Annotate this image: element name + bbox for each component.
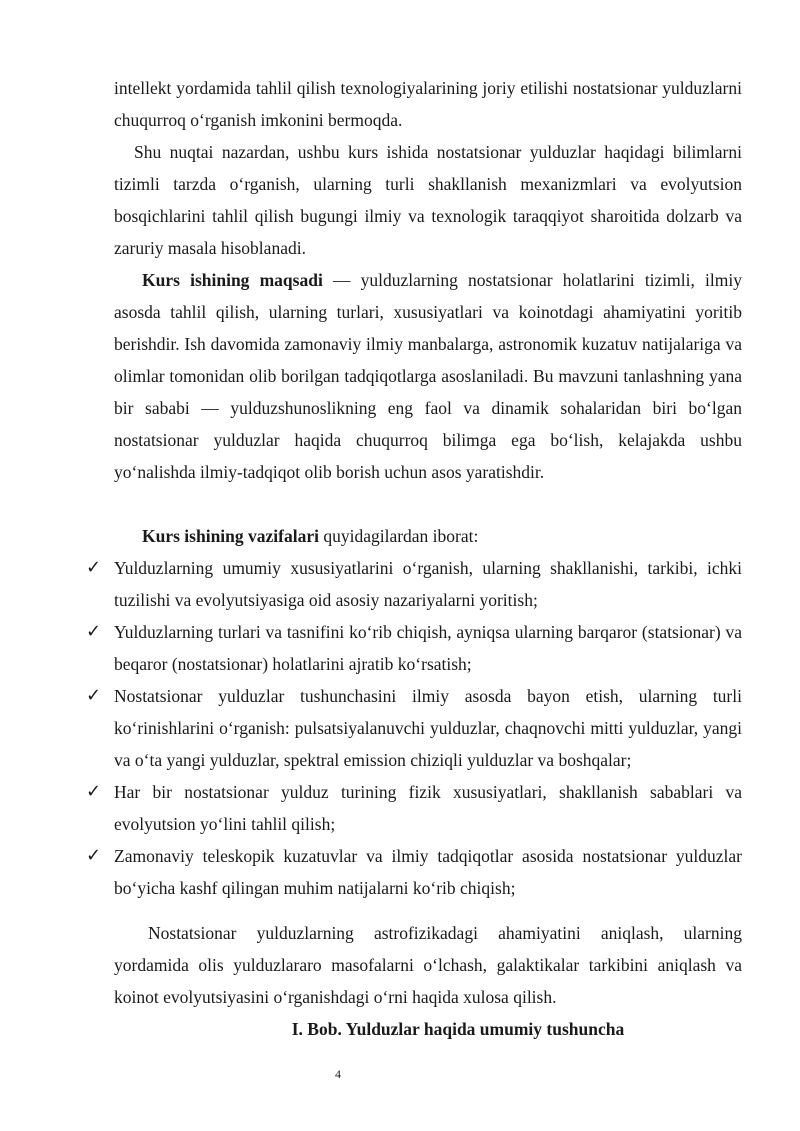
checkmark-icon: ✓ (86, 557, 102, 578)
paragraph-goal (114, 264, 742, 488)
checkmark-icon: ✓ (86, 621, 102, 642)
checkmark-icon: ✓ (86, 781, 102, 802)
paragraph-intro-continuation: intellekt yordamida tahlil qilish texnologiyalarining joriy etilishi nostatsionar yulduzlarni chuqurroq o‘rganish imkonini bermoqda. (114, 78, 742, 130)
paragraph-tasks-intro (114, 520, 742, 552)
chapter-heading: I. Bob. Yulduzlar haqida umumiy tushuncha (291, 1019, 625, 1039)
tasks-heading: Kurs ishining vazifalari (142, 526, 319, 546)
task-bullet-1: Yulduzlarning umumiy xususiyatlarini o‘rganish, ularning shakllanishi, tarkibi, ichki tuzilishi va evolyutsiyasiga oid asosiy nazariyalarni yoritish; (114, 558, 742, 610)
page-number: 4 (335, 1067, 341, 1081)
checkmark-icon: ✓ (86, 685, 102, 706)
goal-heading: Kurs ishining maqsadi (142, 270, 323, 290)
checkmark-icon: ✓ (86, 845, 102, 866)
tasks-intro-text: quyidagilardan iborat: (318, 526, 479, 546)
paragraph-relevance: Shu nuqtai nazardan, ushbu kurs ishida nostatsionar yulduzlar haqidagi bilimlarni tizimli tarzda o‘rganish, ularning turli shakllanish mexanizmlari va evolyutsion bosqichlarini tahlil qilish bugungi ilmiy va texnologik taraqqiyot sharoitida dolzarb va zaruriy masala hisoblanadi. (114, 142, 742, 258)
task-bullet-3: Nostatsionar yulduzlar tushunchasini ilmiy asosda bayon etish, ularning turli ko‘rinishlarini o‘rganish: pulsatsiyalanuvchi yulduzlar, chaqnovchi mitti yulduzlar, yangi va o‘ta yangi yulduzlar, spektral emission chiziqli yulduzlar va boshqalar; (114, 686, 742, 770)
task-bullet-4: Har bir nostatsionar yulduz turining fizik xususiyatlari, shakllanish sabablari va evolyutsion yo‘lini tahlil qilish; (114, 782, 742, 834)
paragraph-conclusion-task: Nostatsionar yulduzlarning astrofizikadagi ahamiyatini aniqlash, ularning yordamida olis yulduzlararo masofalarni o‘lchash, galaktikalar tarkibini aniqlash va koinot evolyutsiyasini o‘rganishdagi o‘rni haqida xulosa qilish. (114, 923, 742, 1007)
task-bullet-5: Zamonaviy teleskopik kuzatuvlar va ilmiy tadqiqotlar asosida nostatsionar yulduzlar bo‘yicha kashf qilingan muhim natijalarni ko‘rib chiqish; (114, 846, 742, 898)
task-bullet-2: Yulduzlarning turlari va tasnifini ko‘rib chiqish, ayniqsa ularning barqaror (statsionar) va beqaror (nostatsionar) holatlarini ajratib ko‘rsatish; (114, 622, 742, 674)
goal-text: — yulduzlarning nostatsionar holatlarini tizimli, ilmiy asosda tahlil qilish, ularning turlari, xususiyatlari va koinotdagi ahamiyatini yoritib berishdir. Ish davomida zamonaviy ilmiy manbalarga, astronomik kuzatuv natijalariga va olimlar tomonidan olib borilgan tadqiqotlarga asoslaniladi. Bu mavzuni tanlashning yana bir sababi — yulduzshunoslikning eng faol va dinamik sohalaridan biri bo‘lgan nostatsionar yulduzlar haqida chuqurroq bilimga ega bo‘lish, kelajakda ushbu yo‘nalishda ilmiy-tadqiqot olib borish uchun asos yaratishdir. (114, 270, 742, 482)
